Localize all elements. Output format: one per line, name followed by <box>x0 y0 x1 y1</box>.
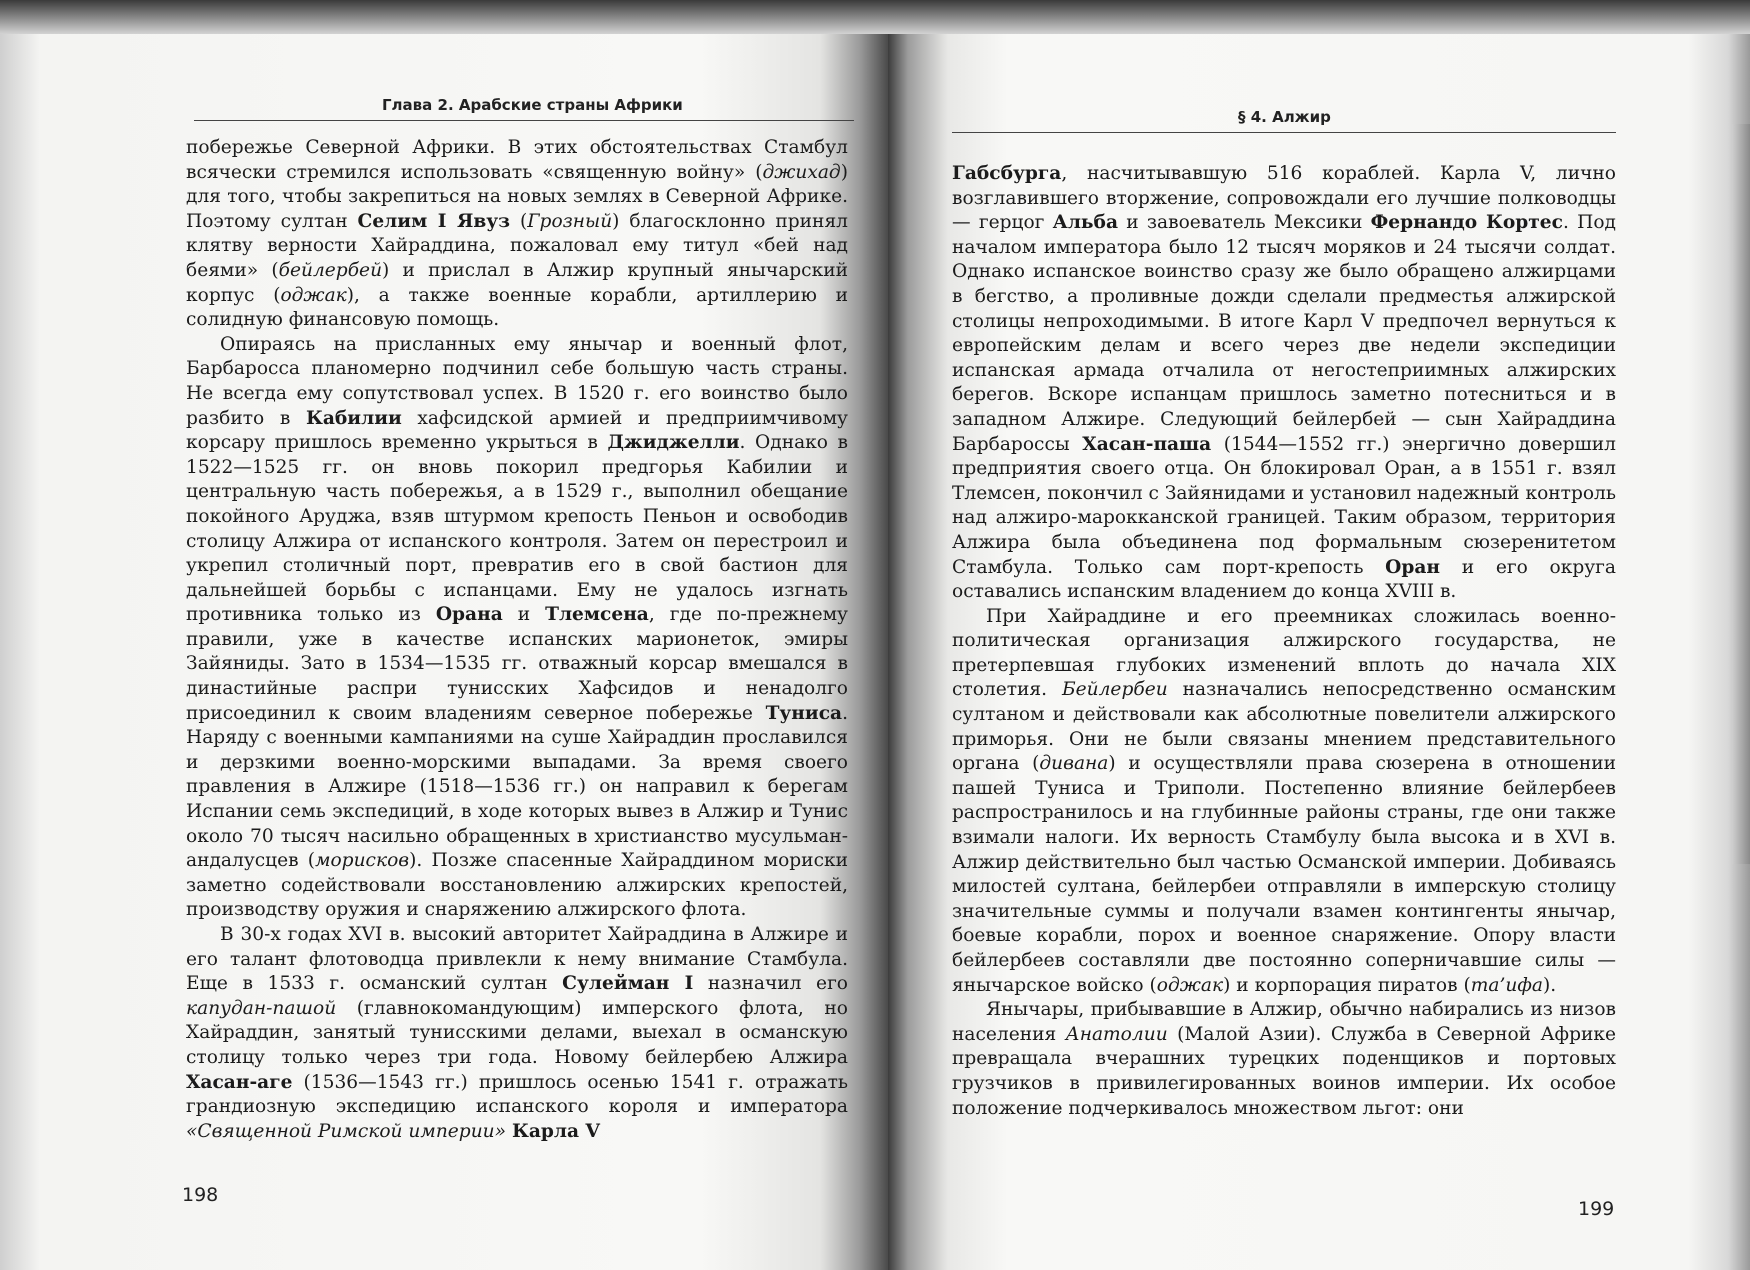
text-run: и <box>502 604 546 626</box>
running-head-right: § 4. Алжир <box>1238 108 1331 126</box>
text-run: (главнокомандующим) имперского флота, но Хайраддин, занятый тунисскими делами, выехал в османскую столицу только через три года. Новому бейлербею Алжира <box>186 997 848 1068</box>
italic-term: оджак <box>1156 974 1224 996</box>
left-page-body <box>186 136 848 1144</box>
page-number-left: 198 <box>182 1184 219 1206</box>
italic-term: дивана <box>1039 753 1109 775</box>
left-page <box>0 34 888 1270</box>
text-run: побережье Северной Африки. В этих обстоятельствах Стамбул всячески стремился использовать «священную войну» ( <box>186 137 848 183</box>
italic-term: «Священной Римской империи» <box>186 1120 507 1142</box>
bold-term: Альба <box>1052 212 1118 234</box>
text-run: ) и осуществляли права сюзерена в отношении пашей Туниса и Триполи. Постепенно влияние бейлербеев распространилось и на глубинные районы страны, где они также взимали налоги. Их верность Стамбулу была высока и в XVI в. Алжир действительно был частью Османской империи. Добиваясь милостей султана, бейлербеи отправляли в имперскую столицу значительные суммы и получали взамен контингенты янычар, боевые корабли, порох и военное снаряжение. Опору власти бейлербеев составляли две постоянно соперничавшие силы — янычарское войско ( <box>952 753 1616 996</box>
bold-term: Тлемсена <box>545 604 649 626</box>
paragraph <box>952 998 1616 1121</box>
text-run: ) благосклонно принял клятву верности Хайраддина, пожаловал ему титул «бей над беями» ( <box>186 210 848 281</box>
text-run: . Однако в 1522—1525 гг. он вновь покорил предгорья Кабилии и центральную часть побережья, а в 1529 г., выполнил обещание покойного Аруджа, взяв штурмом крепость Пеньон и освободив столицу Алжира от испанского контроля. Затем он перестроил и укрепил столичный порт, превратив его в свой бастион для дальнейшей борьбы с испанцами. Ему не удалось изгнать противника только из <box>186 432 849 626</box>
page-edge-shadow <box>1732 124 1750 864</box>
text-run: ) для того, чтобы закрепиться на новых землях в Северной Африке. Поэтому султан <box>186 161 848 232</box>
bold-term: Селим I Явуз <box>357 210 511 232</box>
text-run: Опираясь на присланных ему янычар и военный флот, Барбаросса планомерно подчинил себе большую часть страны. Не всегда ему сопутствовал успех. В 1520 г. его воинство было разбито в <box>186 333 848 429</box>
italic-term: бейлербей <box>278 259 383 281</box>
head-rule-left <box>194 120 854 121</box>
text-run: (1536—1543 гг.) пришлось осенью 1541 г. отражать грандиозную экспедицию испанского короля и императора <box>186 1071 848 1118</box>
running-head-left: Глава 2. Арабские страны Африки <box>382 96 683 114</box>
text-run: ) и прислал в Алжир крупный янычарский корпус ( <box>186 259 849 306</box>
text-run: ) и корпорация пиратов ( <box>1223 974 1471 996</box>
paragraph <box>186 333 848 923</box>
bold-term: Туниса <box>765 702 843 724</box>
text-run: назначил его <box>693 973 849 995</box>
right-page-body <box>952 162 1616 1121</box>
italic-term: морисков <box>315 850 410 872</box>
italic-term: джихад <box>762 161 841 183</box>
text-run: (1544—1552 гг.) энергично довершил предприятия своего отца. Он блокировал Оран, а в 1551 г. взял Тлемсен, покончил с Зайянидами и установил надежный контроль над алжиро-марокканской границей. Таким образом, территория Алжира была объединена под формальным сюзеренитетом Стамбула. Только сам порт-крепость <box>952 433 1616 578</box>
text-run: В 30-х годах XVI в. высокий авторитет Хайраддина в Алжире и его талант флотоводца привлекли к нему внимание Стамбула. Еще в 1533 г. османский султан <box>186 924 848 995</box>
text-run: и завоеватель Мексики <box>1118 212 1371 234</box>
italic-term: капудан-пашой <box>186 997 337 1019</box>
italic-term: Анатолии <box>1065 1023 1168 1045</box>
text-run: При Хайраддине и его преемниках сложилась военно-политическая организация алжирского государства, не претерпевшая глубоких изменений вплоть до начала XIX столетия. <box>952 605 1616 701</box>
text-run: и его округа оставались испанским владением до конца XVIII в. <box>952 556 1616 603</box>
text-run: ), а также военные корабли, артиллерию и солидную финансовую помощь. <box>186 284 848 331</box>
text-run: , насчитывавшую 516 кораблей. Карла V, лично возглавившего вторжение, сопровождали его лучшие полководцы — герцог <box>952 163 1616 234</box>
bold-term: Сулейман I <box>562 973 694 995</box>
bold-term: Фернандо Кортес <box>1370 212 1563 234</box>
paragraph <box>186 923 848 1144</box>
paragraph <box>952 162 1616 605</box>
text-run: . Наряду с военными кампаниями на суше Хайраддин прославился и дерзкими военно-морскими выпадами. За время своего правления в Алжире (1518—1536 гг.) он направил к берегам Испании семь экспедиций, в ходе которых вывез в Алжир и Тунис около 70 тысяч насильно обращенных в христианство мусульман-андалусцев ( <box>186 702 848 872</box>
bold-term: Габсбурга <box>952 163 1062 184</box>
bold-term: Карла V <box>511 1120 600 1142</box>
text-run: ). Позже спасенные Хайраддином мориски заметно содействовали восстановлению алжирских крепостей, производству оружия и снаряжению алжирского флота. <box>186 850 848 921</box>
page-number-right: 199 <box>1578 1198 1615 1220</box>
text-run: назначались непосредственно османским султаном и действовали как абсолютные повелители алжирского приморья. Они не были связаны мнением представительного органа ( <box>952 679 1616 775</box>
head-rule-right <box>952 132 1616 133</box>
text-run: (Малой Азии). Служба в Северной Африке превращала вчерашних турецких поденщиков и портовых грузчиков в привилегированных воинов империи. Их особое положение подчеркивалось множеством льгот: они <box>952 1023 1617 1119</box>
italic-term: Бейлербеи <box>1061 679 1168 701</box>
bold-term: Джиджелли <box>607 432 740 454</box>
text-run: ( <box>510 210 528 232</box>
text-run: . Под началом императора было 12 тысяч моряков и 24 тысячи солдат. Однако испанское воинство сразу же было обращено алжирцами в бегство, а проливные дожди сделали предместья алжирской столицы непроходимыми. В итоге Карл V предпочел вернуться к европейским делам и всего через две недели экспедиции испанская армада отчалила от негостеприимных алжирских берегов. Вскоре испанцам пришлось заметно потесниться и в западном Алжире. Следующий бейлербей — сын Хайраддина Барбароссы <box>952 212 1616 455</box>
text-run: Янычары, прибывавшие в Алжир, обычно набирались из низов населения <box>952 999 1616 1045</box>
paragraph <box>952 605 1616 999</box>
italic-term: Грозный <box>527 210 613 232</box>
italic-term: оджак <box>280 284 347 306</box>
bold-term: Хасан-паша <box>1082 433 1212 455</box>
bold-term: Кабилии <box>305 407 402 429</box>
italic-term: та’ифа <box>1470 974 1543 996</box>
text-run: , где по-прежнему правили, уже в качестве испанских марионеток, эмиры Зайяниды. Зато в 1534—1535 гг. отважный корсар вмешался в династийные распри тунисских Хафсидов и ненадолго присоединил к своим владениям северное побережье <box>186 604 848 724</box>
text-run: хафсидской армией и предприимчивому корсару пришлось временно укрыться в <box>186 407 848 454</box>
right-page <box>888 34 1750 1270</box>
paragraph <box>186 136 848 333</box>
bold-term: Орана <box>435 604 503 626</box>
text-run: ). <box>1543 974 1557 996</box>
bold-term: Хасан-аге <box>186 1071 293 1093</box>
bold-term: Оран <box>1385 556 1441 578</box>
